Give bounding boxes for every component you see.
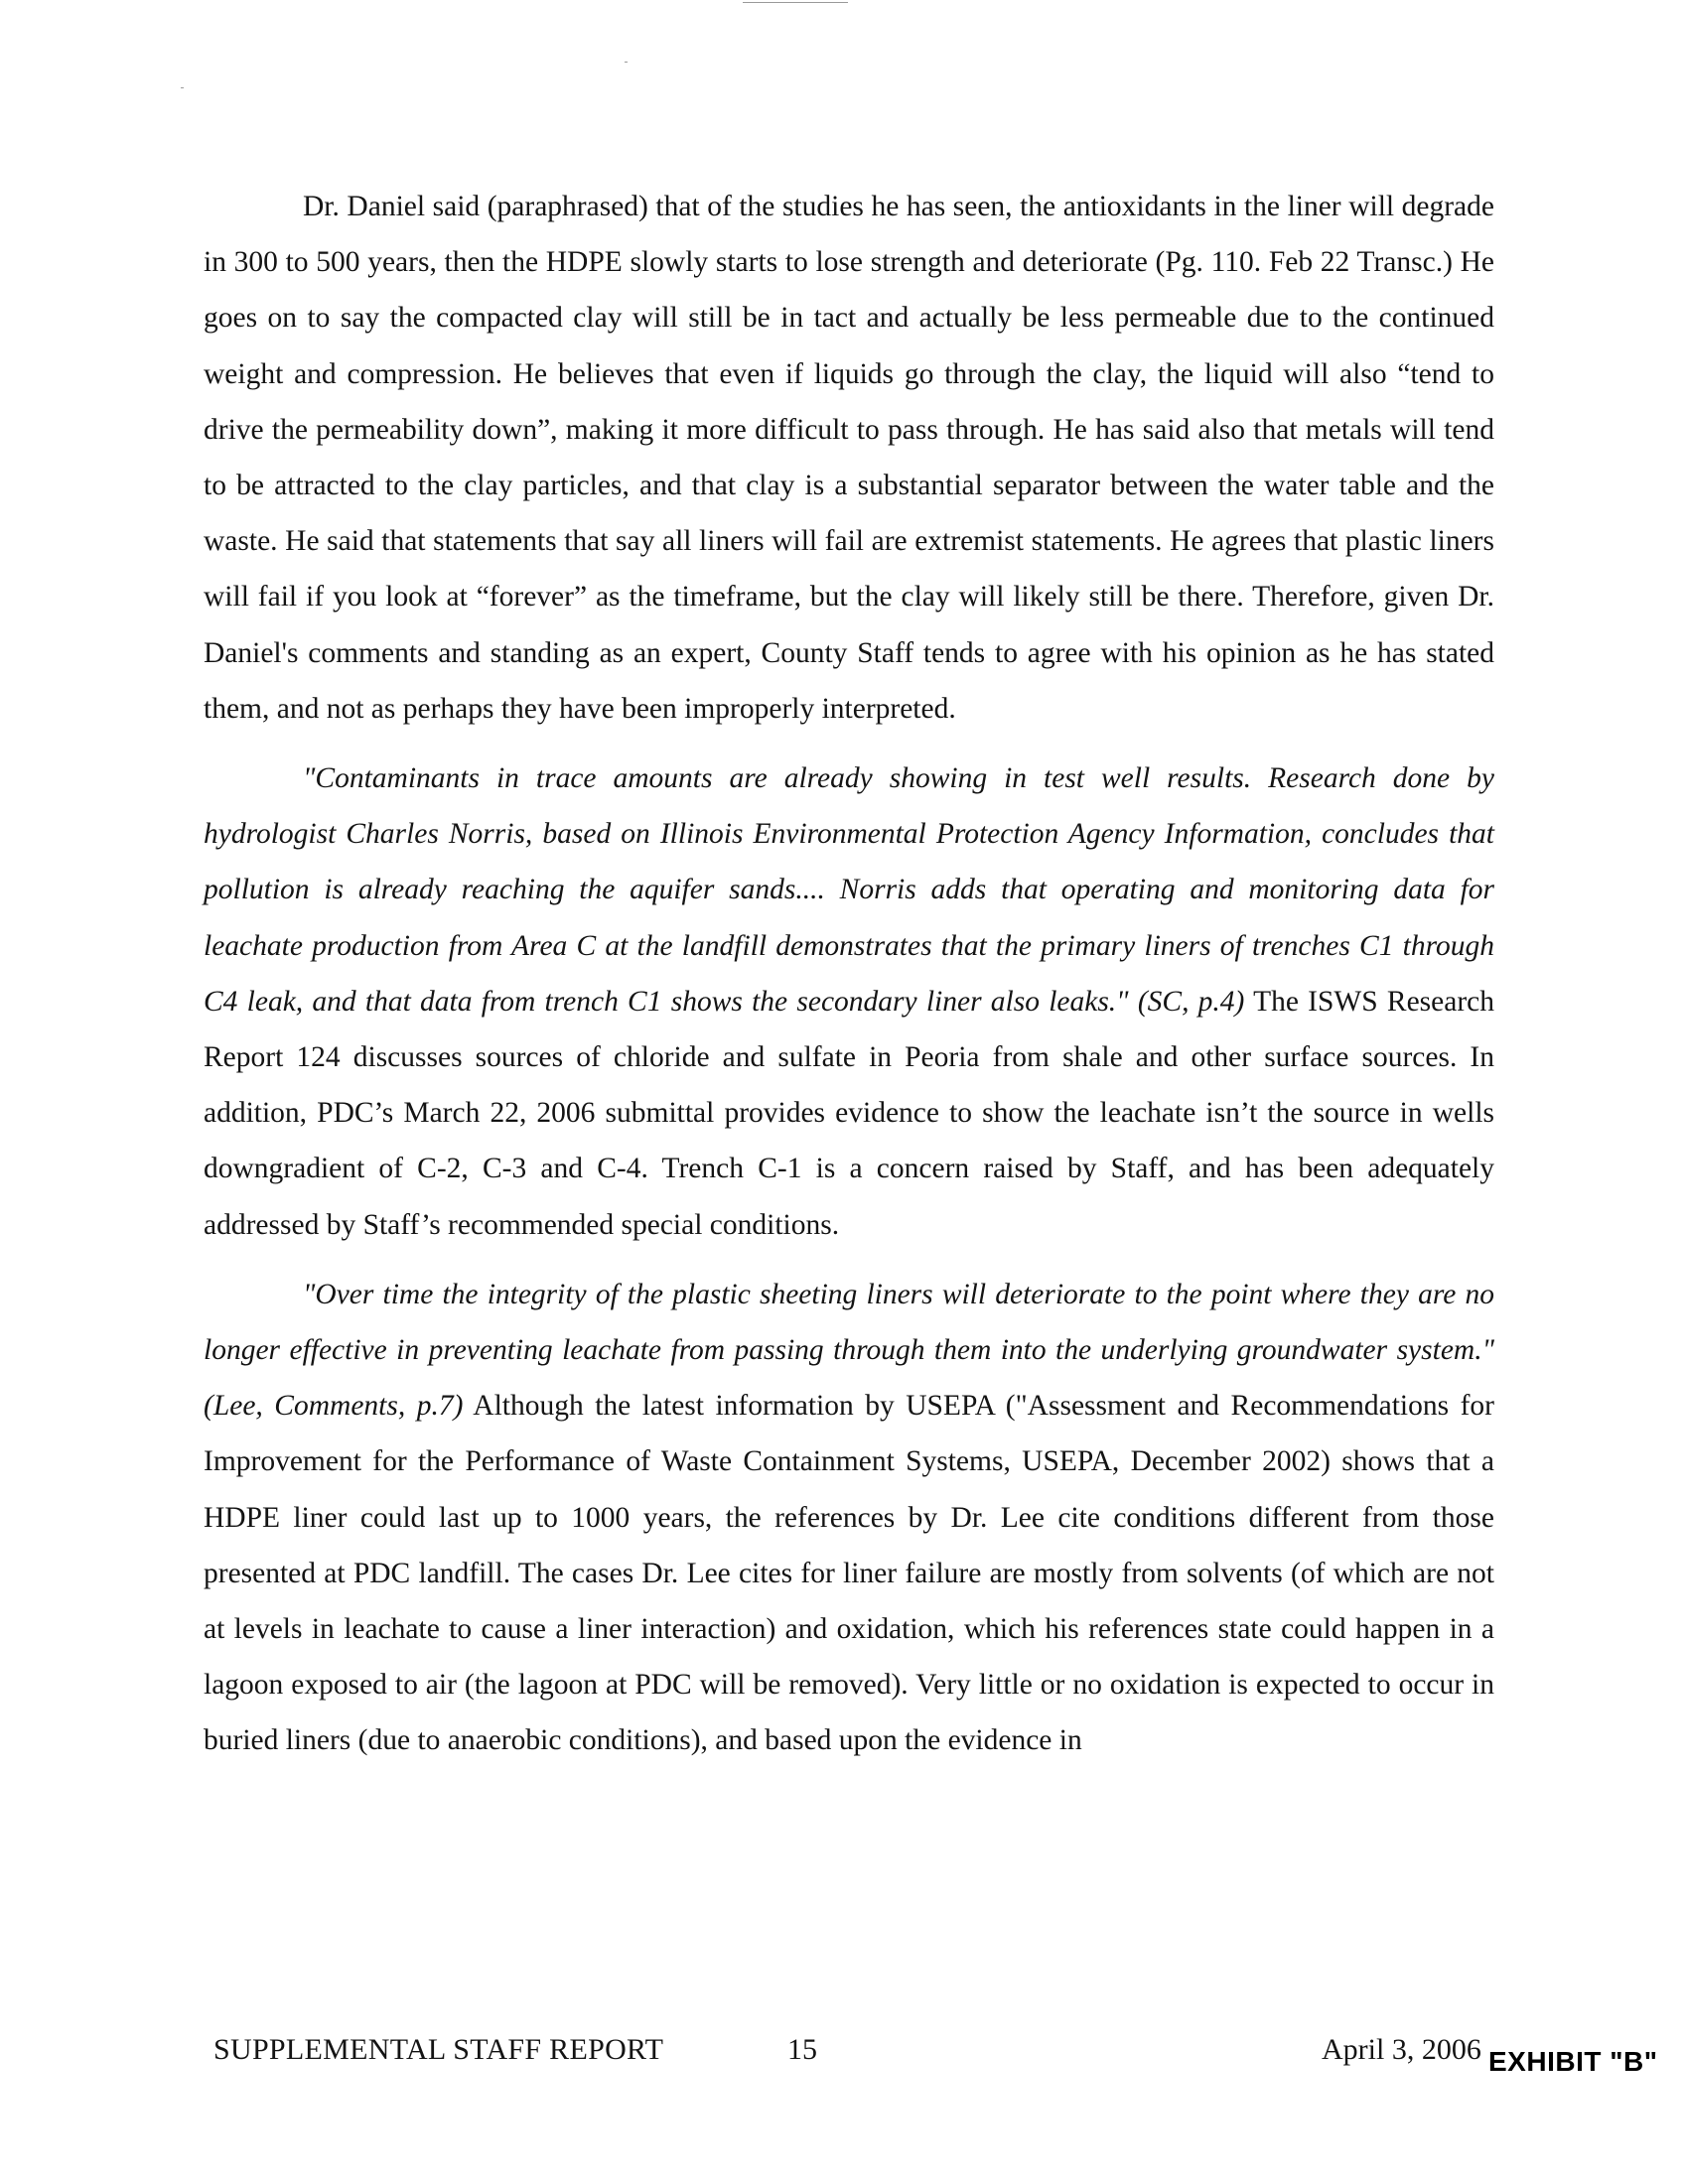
- paragraph-daniel-opinion: [204, 179, 1494, 737]
- quoted-comment: "Contaminants in trace amounts are already showing in test well results. Research done by hydrologist Charles Norris, based on Illinois Environmental Protection Agency Information, concludes that pollution is already reaching the aquifer sands.... Norris adds that operating and monitoring data for leachate production from Area C at the landfill demonstrates that the primary liners of trenches C1 through C4 leak, and that data from trench C1 shows the secondary liner also leaks.": [204, 762, 1494, 1018]
- paragraph-text: Although the latest information by USEPA ("Assessment and Recommendations for Improvement for the Performance of Waste Containment Systems, USEPA, December 2002) shows that a HDPE liner could last up to 1000 years, the references by Dr. Lee cite conditions different from those presented at PDC landfill. The cases Dr. Lee cites for liner failure are mostly from solvents (of which are not at levels in leachate to cause a liner interaction) and oxidation, which his references state could happen in a lagoon exposed to air (the lagoon at PDC will be removed). Very little or no oxidation is expected to occur in buried liners (due to anaerobic conditions), and based upon the evidence in: [204, 1390, 1494, 1757]
- exhibit-stamp: EXHIBIT "B": [1488, 2046, 1658, 2077]
- report-body: [204, 179, 1494, 1783]
- scan-artifact-dot: [625, 62, 628, 63]
- quote-citation: (SC, p.4): [1137, 985, 1245, 1018]
- paragraph-text: Dr. Daniel said (paraphrased) that of the studies he has seen, the antioxidants in the liner will degrade in 300 to 500 years, then the HDPE slowly starts to lose strength and deteriorate (Pg. 110. Feb 22 Transc.) He goes on to say the compacted clay will still be in tact and actually be less permeable due to the continued weight and compression. He believes that even if liquids go through the clay, the liquid will also “tend to drive the permeability down”, making it more difficult to pass through. He has said also that metals will tend to be attracted to the clay particles, and that clay is a substantial separator between the water table and the waste. He said that statements that say all liners will fail are extremist statements. He agrees that plastic liners will fail if you look at “forever” as the timeframe, but the clay will likely still be there. Therefore, given Dr. Daniel's comments and standing as an expert, County Staff tends to agree with his opinion as he has stated them, and not as perhaps they have been improperly interpreted.: [204, 191, 1494, 725]
- quote-citation: (Lee, Comments, p.7): [204, 1390, 464, 1423]
- scan-artifact-top: [743, 2, 848, 3]
- page-number: 15: [787, 2033, 817, 2066]
- paragraph-text: The ISWS Research Report 124 discusses sources of chloride and sulfate in Peoria from shale and other surface sources. In addition, PDC’s March 22, 2006 submittal provides evidence to show the leachate isn’t the source in wells downgradient of C-2, C-3 and C-4. Trench C-1 is a concern raised by Staff, and has been adequately addressed by Staff’s recommended special conditions.: [204, 985, 1494, 1241]
- footer-report-title: SUPPLEMENTAL STAFF REPORT: [213, 2033, 664, 2066]
- paragraph-norris-comment: [204, 751, 1494, 1253]
- scan-artifact-dot: [181, 87, 184, 88]
- page-footer: [0, 2033, 1684, 2093]
- footer-date: April 3, 2006: [1322, 2033, 1481, 2066]
- quoted-comment: "Over time the integrity of the plastic sheeting liners will deteriorate to the point where they are no longer effective in preventing leachate from passing through them into the underlying groundwater system.": [204, 1278, 1494, 1367]
- paragraph-lee-comment: [204, 1267, 1494, 1769]
